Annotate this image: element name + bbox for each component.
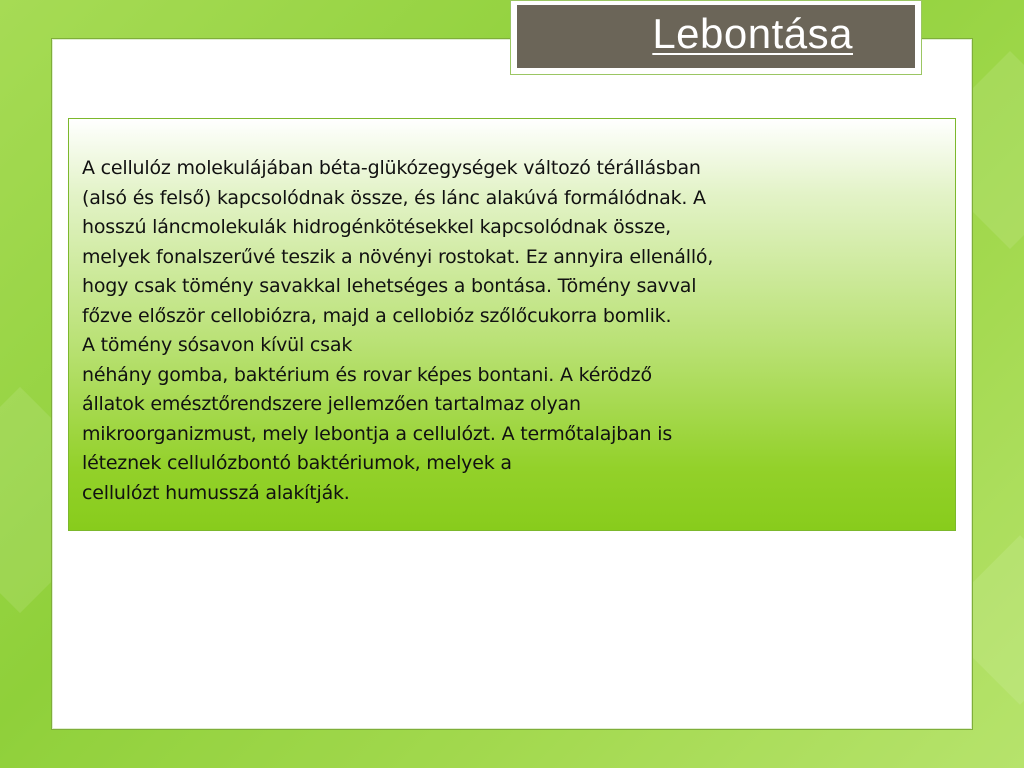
body-line: mikroorganizmust, mely lebontja a cellulózt. A termőtalajban is (82, 422, 673, 445)
body-line: A tömény sósavon kívül csak (82, 334, 353, 356)
body-line: főzve először cellobiózra, majd a cellobióz szőlőcukorra bomlik. (82, 304, 672, 327)
body-line: hogy csak tömény savakkal lehetséges a bontása. Tömény savval (82, 275, 697, 297)
body-line: cellulózt humusszá alakítják. (82, 481, 350, 504)
body-line: melyek fonalszerűvé teszik a növényi rostokat. Ez annyira ellenálló, (82, 245, 714, 268)
text-box (68, 118, 956, 531)
title-box (517, 5, 915, 68)
title-frame (510, 0, 922, 75)
body-line: léteznek cellulózbontó baktériumok, melyek a (82, 452, 512, 474)
body-line: állatok emésztőrendszere jellemzően tartalmaz olyan (82, 393, 581, 415)
body-line: hosszú láncmolekulák hidrogénkötésekkel kapcsolódnak össze, (82, 216, 672, 238)
body-line: néhány gomba, baktérium és rovar képes bontani. A kérödző (82, 363, 652, 386)
body-paragraph (82, 154, 943, 508)
body-line: A cellulóz molekulájában béta-glükózegységek változó térállásban (82, 157, 701, 179)
slide-title: Lebontása (652, 10, 853, 57)
body-line: (alsó és felső) kapcsolódnak össze, és lánc alakúvá formálódnak. A (82, 186, 706, 209)
